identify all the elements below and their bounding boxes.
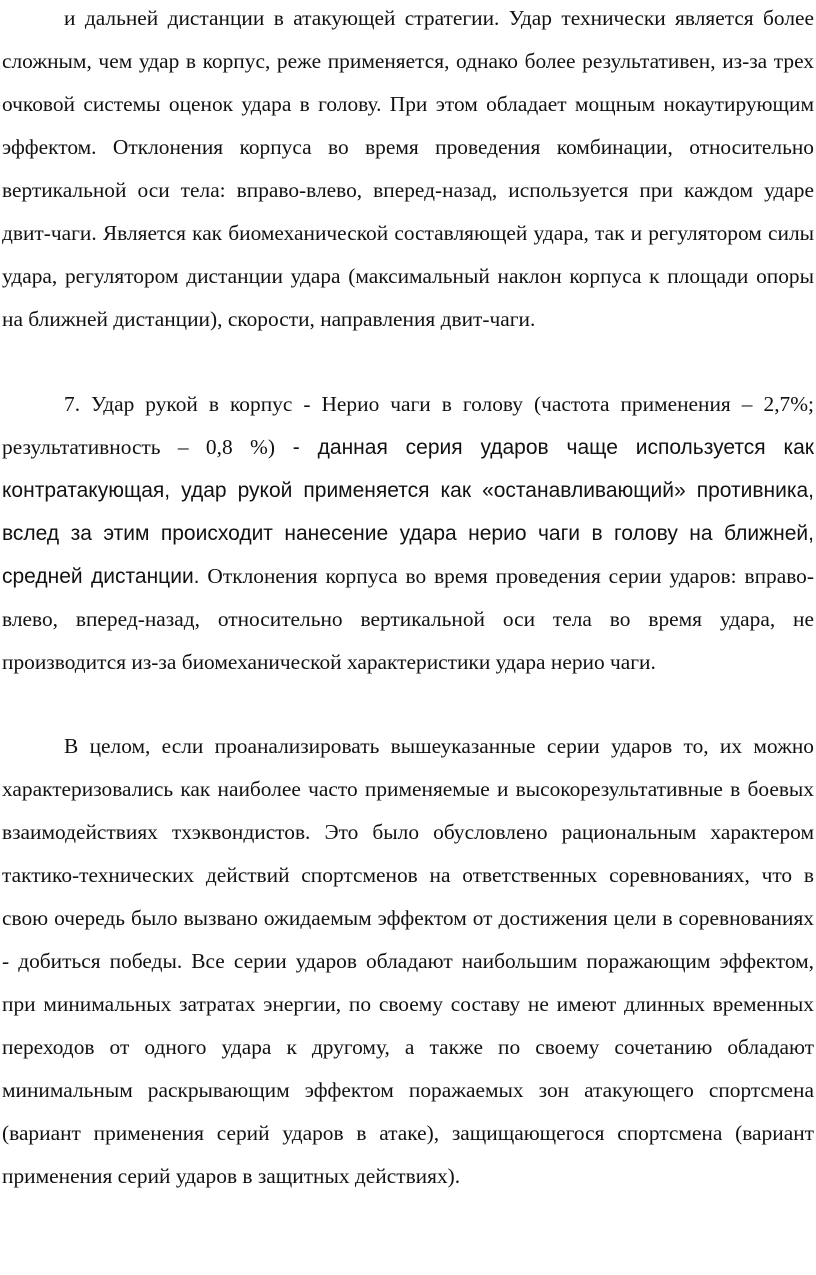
paragraph-2-serif-part-2: Отклонения корпуса во время проведения серии ударов: вправо-влево, вперед-назад, относительно вертикальной оси тела во время удара, не производится из-за биомеханической характеристики удара нерио чаги.	[2, 564, 814, 674]
paragraph-3: В целом, если проанализировать вышеуказанные серии ударов то, их можно характеризовались как наиболее часто применяемые и высокорезультативные в боевых взаимодействиях тхэквондистов. Это было обусловлено рациональным характером тактико-технических действий спортсменов на ответственных соревнованиях, что в свою очередь было вызвано ожидаемым эффектом от достижения цели в соревнованиях - добиться победы. Все серии ударов обладают наибольшим поражающим эффектом, при минимальных затратах энергии, по своему составу не имеют длинных временных переходов от одного удара к другому, а также по своему сочетанию обладают минимальным раскрывающим эффектом поражаемых зон атакующего спортсмена (вариант применения серий ударов в атаке), защищающегося спортсмена (вариант применения серий ударов в защитных действиях).	[2, 734, 814, 1188]
paragraph-1: и дальней дистанции в атакующей стратегии. Удар технически является более сложным, чем удар в корпус, реже применяется, однако более результативен, из-за трех очковой системы оценок удара в голову. При этом обладает мощным нокаутирующим эффектом. Отклонения корпуса во время проведения комбинации, относительно вертикальной оси тела: вправо-влево, вперед-назад, используется при каждом ударе двит-чаги. Является как биомеханической составляющей удара, так и регулятором силы удара, регулятором дистанции удара (максимальный наклон корпуса к площади опоры на ближней дистанции), скорости, направления двит-чаги.	[2, 6, 814, 331]
paragraph-2-sans-part: - данная серия ударов чаще используется как контратакующая, удар рукой применяется как «останавливающий» противника, вслед за этим происходит нанесение удара нерио чаги в голову на ближней, средней дистанции.	[2, 436, 814, 588]
paragraph-2	[2, 383, 814, 684]
paragraph-2-serif-part-1: 7. Удар рукой в корпус - Нерио чаги в голову (частота применения – 2,7%; результативность – 0,8 %)	[2, 392, 814, 459]
